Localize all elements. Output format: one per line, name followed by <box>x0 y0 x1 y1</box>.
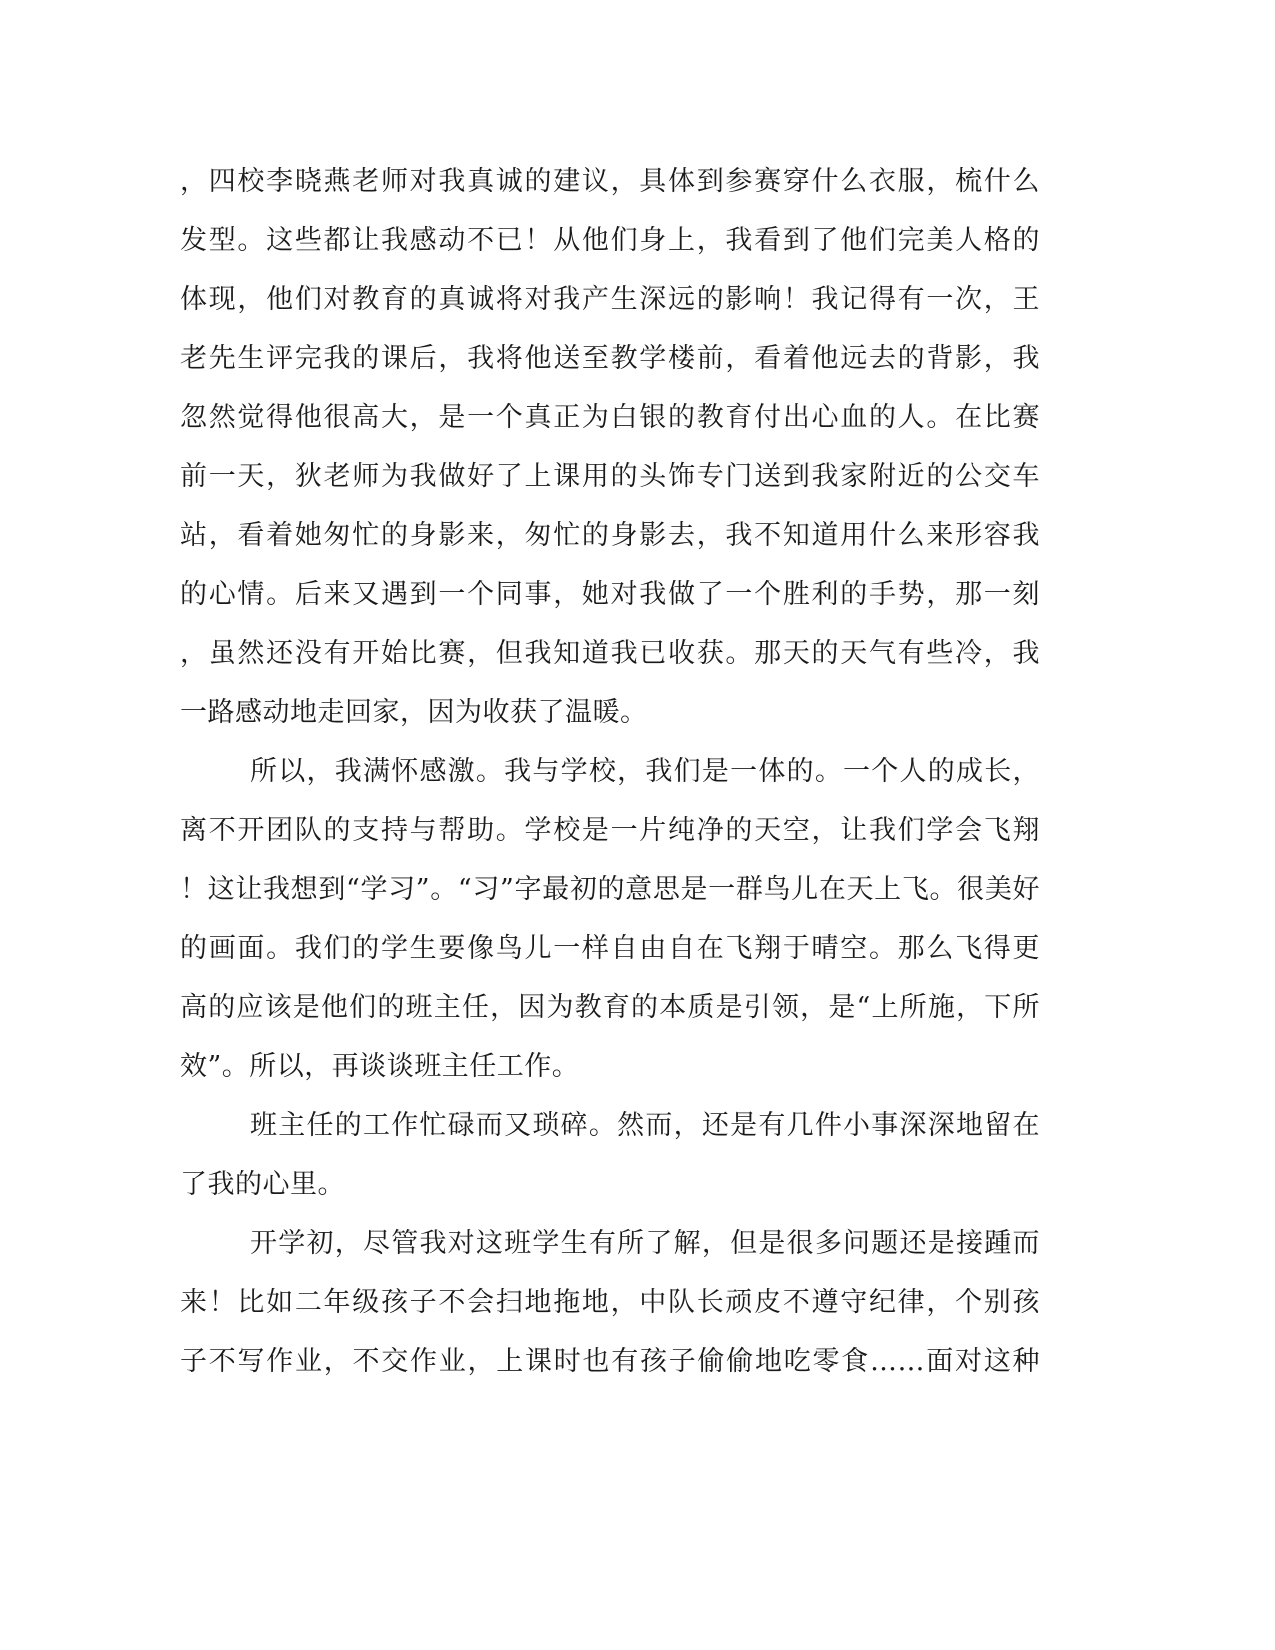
text-line: 站，看着她匆忙的身影来，匆忙的身影去，我不知道用什么来形容我 <box>180 520 1040 551</box>
text-line: ，虽然还没有开始比赛，但我知道我已收获。那天的天气有些冷，我 <box>180 638 1040 669</box>
text-line: 效”。所以，再谈谈班主任工作。 <box>180 1051 580 1082</box>
text-line: 的心情。后来又遇到一个同事，她对我做了一个胜利的手势，那一刻 <box>180 579 1040 610</box>
text-line: ，四校李晓燕老师对我真诚的建议，具体到参赛穿什么衣服，梳什么 <box>180 166 1040 197</box>
text-line: 了我的心里。 <box>180 1169 345 1200</box>
paragraph-start-line: 班主任的工作忙碌而又琐碎。然而，还是有几件小事深深地留在 <box>250 1110 1040 1141</box>
text-line: 离不开团队的支持与帮助。学校是一片纯净的天空，让我们学会飞翔 <box>180 815 1040 846</box>
text-line: 忽然觉得他很高大，是一个真正为白银的教育付出心血的人。在比赛 <box>180 402 1040 433</box>
paragraph-start-line: 开学初，尽管我对这班学生有所了解，但是很多问题还是接踵而 <box>250 1228 1040 1259</box>
text-line: 的画面。我们的学生要像鸟儿一样自由自在飞翔于晴空。那么飞得更 <box>180 933 1040 964</box>
body-text <box>180 152 1040 1391</box>
text-line: 体现，他们对教育的真诚将对我产生深远的影响！我记得有一次，王 <box>180 284 1040 315</box>
text-line: ！这让我想到“学习”。“习”字最初的意思是一群鸟儿在天上飞。很美好 <box>180 874 1040 905</box>
text-line: 前一天，狄老师为我做好了上课用的头饰专门送到我家附近的公交车 <box>180 461 1040 492</box>
text-line: 来！比如二年级孩子不会扫地拖地，中队长顽皮不遵守纪律，个别孩 <box>180 1287 1040 1318</box>
text-line: 老先生评完我的课后，我将他送至教学楼前，看着他远去的背影，我 <box>180 343 1040 374</box>
paragraph-start-line: 所以，我满怀感激。我与学校，我们是一体的。一个人的成长， <box>250 756 1040 787</box>
text-line: 高的应该是他们的班主任，因为教育的本质是引领，是“上所施，下所 <box>180 992 1040 1023</box>
text-line: 发型。这些都让我感动不已！从他们身上，我看到了他们完美人格的 <box>180 225 1040 256</box>
text-line: 一路感动地走回家，因为收获了温暖。 <box>180 697 648 728</box>
text-line: 子不写作业，不交作业，上课时也有孩子偷偷地吃零食……面对这种 <box>180 1346 1040 1377</box>
